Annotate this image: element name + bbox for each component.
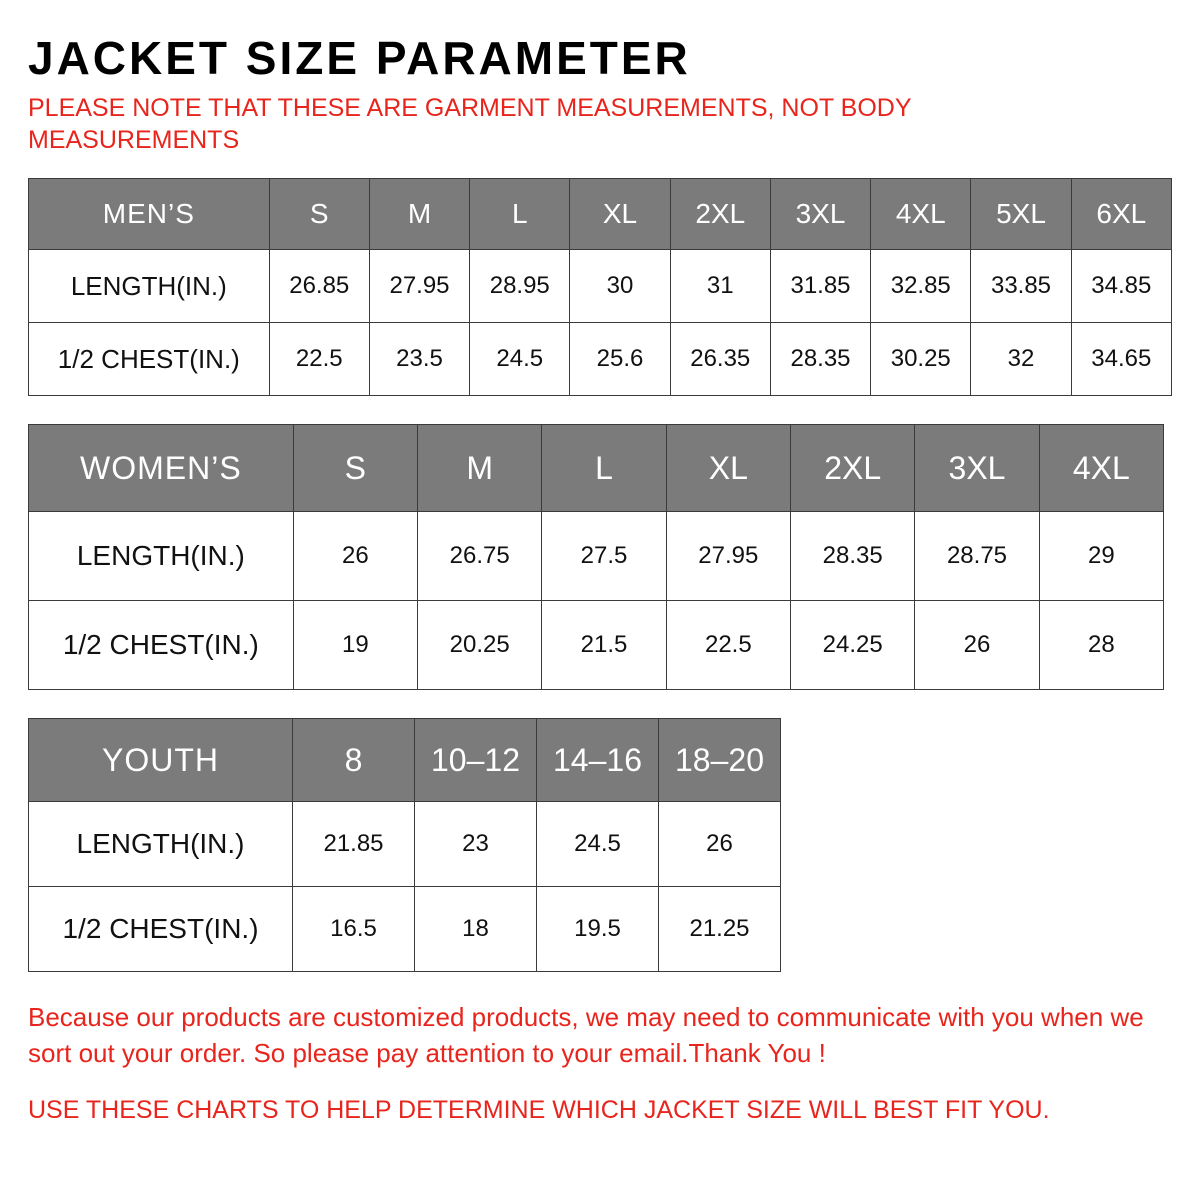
- table-cell: 30.25: [871, 323, 971, 396]
- table-cell: 20.25: [418, 601, 542, 690]
- customization-note: Because our products are customized products, we may need to communicate with you when we sort out your order. So please pay attention to your email.Thank You !: [28, 1002, 1144, 1069]
- mens-size-xl: XL: [570, 179, 670, 250]
- table-cell: 16.5: [293, 887, 415, 972]
- womens-header-label: WOMEN’S: [29, 425, 294, 512]
- mens-chest-label: 1/2 CHEST(IN.): [29, 323, 270, 396]
- table-cell: 21.85: [293, 802, 415, 887]
- table-cell: 24.25: [791, 601, 915, 690]
- table-cell: 23: [415, 802, 537, 887]
- table-row: [29, 719, 781, 802]
- table-row: [29, 425, 1164, 512]
- garment-measurement-note: PLEASE NOTE THAT THESE ARE GARMENT MEASUREMENTS, NOT BODY MEASUREMENTS: [28, 94, 912, 155]
- table-cell: 26: [659, 802, 781, 887]
- table-cell: 22.5: [666, 601, 790, 690]
- table-cell: 27.95: [369, 250, 469, 323]
- womens-size-3xl: 3XL: [915, 425, 1039, 512]
- mens-size-3xl: 3XL: [770, 179, 870, 250]
- table-cell: 19: [293, 601, 417, 690]
- youth-size-table: [28, 718, 781, 972]
- table-cell: 21.5: [542, 601, 666, 690]
- youth-chest-label: 1/2 CHEST(IN.): [29, 887, 293, 972]
- womens-size-m: M: [418, 425, 542, 512]
- womens-length-label: LENGTH(IN.): [29, 512, 294, 601]
- youth-size-8: 8: [293, 719, 415, 802]
- table-cell: 26.35: [670, 323, 770, 396]
- table-cell: 28.95: [470, 250, 570, 323]
- table-cell: 31.85: [770, 250, 870, 323]
- womens-size-s: S: [293, 425, 417, 512]
- table-cell: 32.85: [871, 250, 971, 323]
- page-title: JACKET SIZE PARAMETER: [28, 32, 691, 84]
- mens-size-m: M: [369, 179, 469, 250]
- mens-length-label: LENGTH(IN.): [29, 250, 270, 323]
- table-cell: 26: [293, 512, 417, 601]
- mens-size-table: [28, 178, 1172, 396]
- table-row: [29, 250, 1172, 323]
- mens-header-label: MEN’S: [29, 179, 270, 250]
- table-row: [29, 512, 1164, 601]
- womens-chest-label: 1/2 CHEST(IN.): [29, 601, 294, 690]
- table-cell: 23.5: [369, 323, 469, 396]
- mens-size-s: S: [269, 179, 369, 250]
- table-cell: 24.5: [537, 802, 659, 887]
- youth-header-label: YOUTH: [29, 719, 293, 802]
- mens-size-6xl: 6XL: [1071, 179, 1171, 250]
- table-cell: 18: [415, 887, 537, 972]
- table-cell: 25.6: [570, 323, 670, 396]
- table-cell: 26.75: [418, 512, 542, 601]
- table-cell: 27.95: [666, 512, 790, 601]
- table-cell: 28.35: [791, 512, 915, 601]
- table-cell: 28.75: [915, 512, 1039, 601]
- table-cell: 22.5: [269, 323, 369, 396]
- youth-size-14-16: 14–16: [537, 719, 659, 802]
- table-cell: 19.5: [537, 887, 659, 972]
- mens-size-5xl: 5XL: [971, 179, 1071, 250]
- mens-size-l: L: [470, 179, 570, 250]
- table-row: [29, 601, 1164, 690]
- womens-size-2xl: 2XL: [791, 425, 915, 512]
- table-cell: 27.5: [542, 512, 666, 601]
- mens-size-2xl: 2XL: [670, 179, 770, 250]
- table-cell: 26.85: [269, 250, 369, 323]
- table-row: [29, 323, 1172, 396]
- womens-size-l: L: [542, 425, 666, 512]
- table-row: [29, 887, 781, 972]
- womens-size-table: [28, 424, 1164, 690]
- table-cell: 31: [670, 250, 770, 323]
- youth-size-10-12: 10–12: [415, 719, 537, 802]
- chart-usage-note: USE THESE CHARTS TO HELP DETERMINE WHICH JACKET SIZE WILL BEST FIT YOU.: [28, 1096, 1050, 1125]
- mens-size-4xl: 4XL: [871, 179, 971, 250]
- table-row: [29, 179, 1172, 250]
- table-cell: 34.65: [1071, 323, 1171, 396]
- table-cell: 24.5: [470, 323, 570, 396]
- table-cell: 29: [1039, 512, 1163, 601]
- table-cell: 21.25: [659, 887, 781, 972]
- table-row: [29, 802, 781, 887]
- womens-size-xl: XL: [666, 425, 790, 512]
- table-cell: 26: [915, 601, 1039, 690]
- table-cell: 28.35: [770, 323, 870, 396]
- table-cell: 30: [570, 250, 670, 323]
- youth-length-label: LENGTH(IN.): [29, 802, 293, 887]
- table-cell: 33.85: [971, 250, 1071, 323]
- youth-size-18-20: 18–20: [659, 719, 781, 802]
- table-cell: 34.85: [1071, 250, 1171, 323]
- womens-size-4xl: 4XL: [1039, 425, 1163, 512]
- table-cell: 28: [1039, 601, 1163, 690]
- table-cell: 32: [971, 323, 1071, 396]
